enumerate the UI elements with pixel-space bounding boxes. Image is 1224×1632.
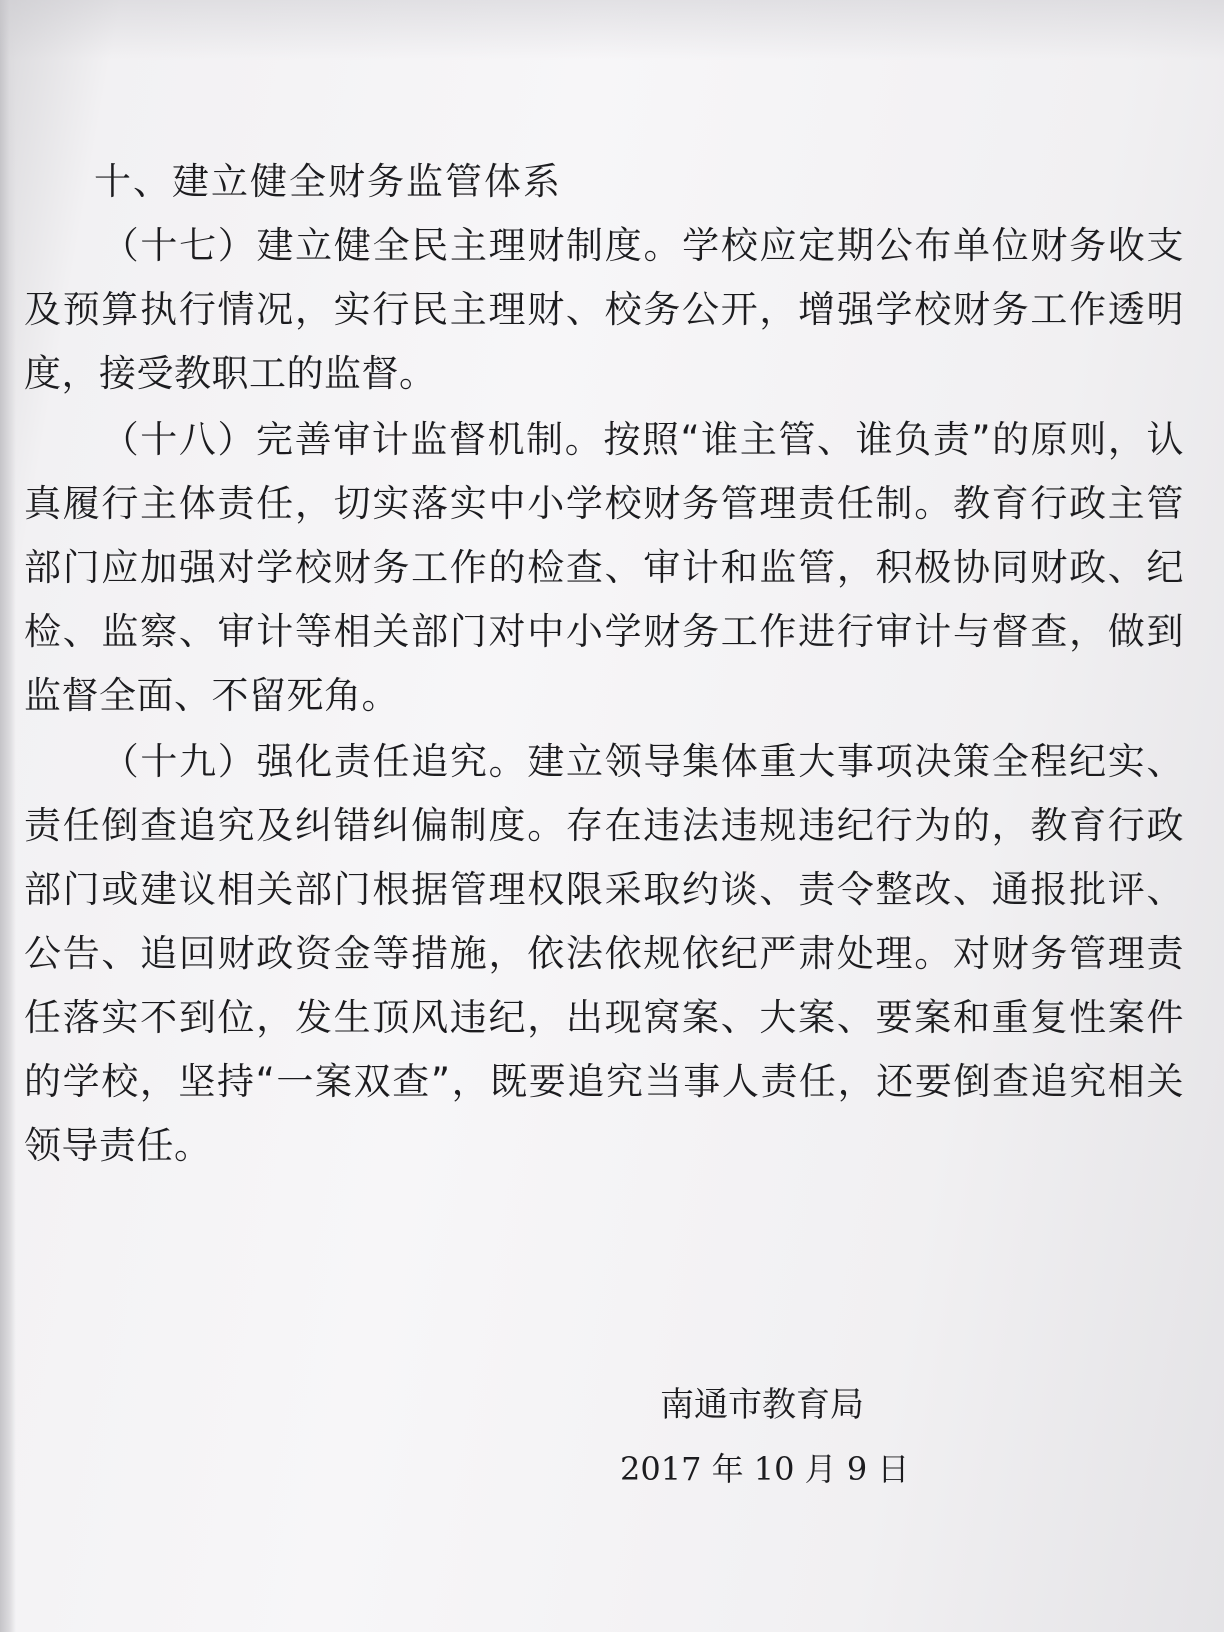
- document-body: [24, 150, 1184, 1178]
- page-edge-shadow: [0, 0, 16, 1632]
- paragraph-17: （十七）建立健全民主理财制度。学校应定期公布单位财务收支及预算执行情况，实行民主理财、校务公开，增强学校财务工作透明度，接受教职工的监督。: [24, 224, 1184, 395]
- section-title: 十、建立健全财务监管体系: [94, 160, 562, 203]
- page-top-shadow: [0, 0, 1224, 60]
- paragraph-18: （十八）完善审计监督机制。按照“谁主管、谁负责”的原则，认真履行主体责任，切实落实中小学校财务管理责任制。教育行政主管部门应加强对学校财务工作的检查、审计和监管，积极协同财政、纪检、监察、审计等相关部门对中小学财务工作进行审计与督查，做到监督全面、不留死角。: [24, 418, 1184, 717]
- issuing-organization: 南通市教育局: [660, 1385, 864, 1425]
- issue-date: 2017 年 10 月 9 日: [620, 1450, 910, 1488]
- signature-block: [620, 1380, 940, 1494]
- paragraph-19: （十九）强化责任追究。建立领导集体重大事项决策全程纪实、责任倒查追究及纠错纠偏制度。存在违法违规违纪行为的，教育行政部门或建议相关部门根据管理权限采取约谈、责令整改、通报批评、公告、追回财政资金等措施，依法依规依纪严肃处理。对财务管理责任落实不到位，发生顶风违纪，出现窝案、大案、要案和重复性案件的学校，坚持“一案双查”，既要追究当事人责任，还要倒查追究相关领导责任。: [24, 740, 1184, 1167]
